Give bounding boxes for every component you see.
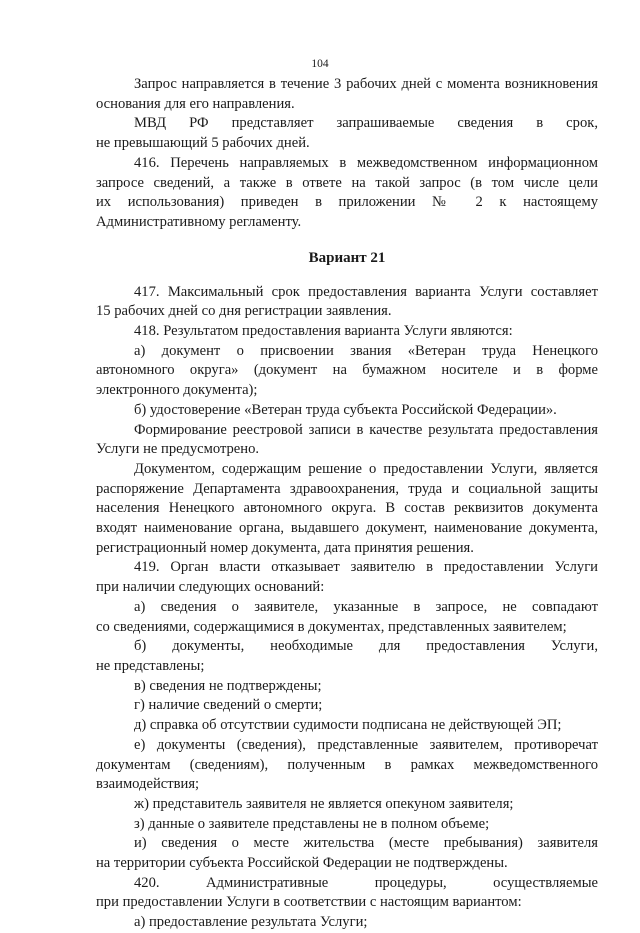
text-line: з) данные о заявителе представлены не в полном объеме;	[134, 815, 490, 832]
text-line: основания для его направления.	[96, 95, 295, 112]
text-line: Запрос направляется в течение 3 рабочих дней с момента возникновения	[134, 76, 598, 92]
text-line: со сведениями, содержащимися в документах, представленных заявителем;	[96, 618, 567, 635]
text-line: а) предоставление результата Услуги;	[134, 914, 368, 931]
text-line: не превышающий 5 рабочих дней.	[96, 135, 310, 152]
text-line: 418. Результатом предоставления варианта Услуги являются:	[134, 323, 513, 340]
section-heading: Вариант 21	[308, 249, 386, 266]
text-block-before-heading	[96, 75, 598, 233]
text-line: в) сведения не подтверждены;	[134, 677, 322, 694]
text-line: 416. Перечень направляемых в межведомственном информационном	[134, 154, 598, 171]
text-line: населения Ненецкого автономного округа. В состав реквизитов документа	[96, 500, 598, 517]
text-line: Административному регламенту.	[96, 213, 302, 230]
text-line: входят наименование органа, выдавшего документ, наименование документа,	[96, 520, 598, 537]
text-line: а) документ о присвоении звания «Ветеран труда Ненецкого	[134, 342, 598, 359]
document-body	[96, 75, 598, 933]
text-line: и) сведения о месте жительства (месте пребывания) заявителя	[134, 835, 598, 852]
text-line: е) документы (сведения), представленные заявителем, противоречат	[134, 736, 598, 753]
text-line: б) документы, необходимые для предоставления Услуги,	[134, 638, 598, 655]
text-line: документам (сведениям), полученным в рамках межведомственного	[96, 756, 598, 773]
text-line: 419. Орган власти отказывает заявителю в предоставлении Услуги	[134, 559, 598, 576]
text-line: Услуги не предусмотрено.	[96, 441, 260, 458]
text-line: электронного документа);	[96, 382, 258, 399]
text-line: взаимодействия;	[96, 776, 200, 793]
text-line: Документом, содержащим решение о предоставлении Услуги, является	[134, 460, 598, 477]
text-line: не представлены;	[96, 657, 205, 674]
text-line: при предоставлении Услуги в соответствии с настоящим вариантом:	[96, 894, 522, 911]
text-line: при наличии следующих оснований:	[96, 579, 325, 596]
text-line: г) наличие сведений о смерти;	[134, 697, 323, 714]
text-line: их использования) приведен в приложении № 2 к настоящему	[96, 194, 598, 211]
text-line: регистрационный номер документа, дата принятия решения.	[96, 539, 474, 556]
text-line: запросе сведений, а также в ответе на такой запрос (в том числе цели	[96, 174, 598, 191]
text-line: ж) представитель заявителя не является опекуном заявителя;	[134, 795, 514, 812]
text-line: 417. Максимальный срок предоставления варианта Услуги составляет	[134, 283, 598, 300]
text-line: 420. Административные процедуры, осуществляемые	[134, 874, 598, 891]
text-line: б) удостоверение «Ветеран труда субъекта Российской Федерации».	[134, 401, 557, 418]
text-line: 15 рабочих дней со дня регистрации заявления.	[96, 303, 392, 320]
text-line: автономного округа» (документ на бумажном носителе и в форме	[96, 362, 598, 379]
text-line: распоряжение Департамента здравоохранения, труда и социальной защиты	[96, 480, 598, 497]
text-line: д) справка об отсутствии судимости подписана не действующей ЭП;	[134, 717, 562, 734]
page-number: 104	[311, 58, 329, 70]
text-line: МВД РФ представляет запрашиваемые сведения в срок,	[134, 115, 598, 132]
text-line: на территории субъекта Российской Федерации не подтверждены.	[96, 855, 508, 872]
text-line: Формирование реестровой записи в качестве результата предоставления	[134, 421, 598, 438]
text-line: а) сведения о заявителе, указанные в запросе, не совпадают	[134, 598, 598, 615]
text-block-after-heading	[96, 283, 598, 933]
